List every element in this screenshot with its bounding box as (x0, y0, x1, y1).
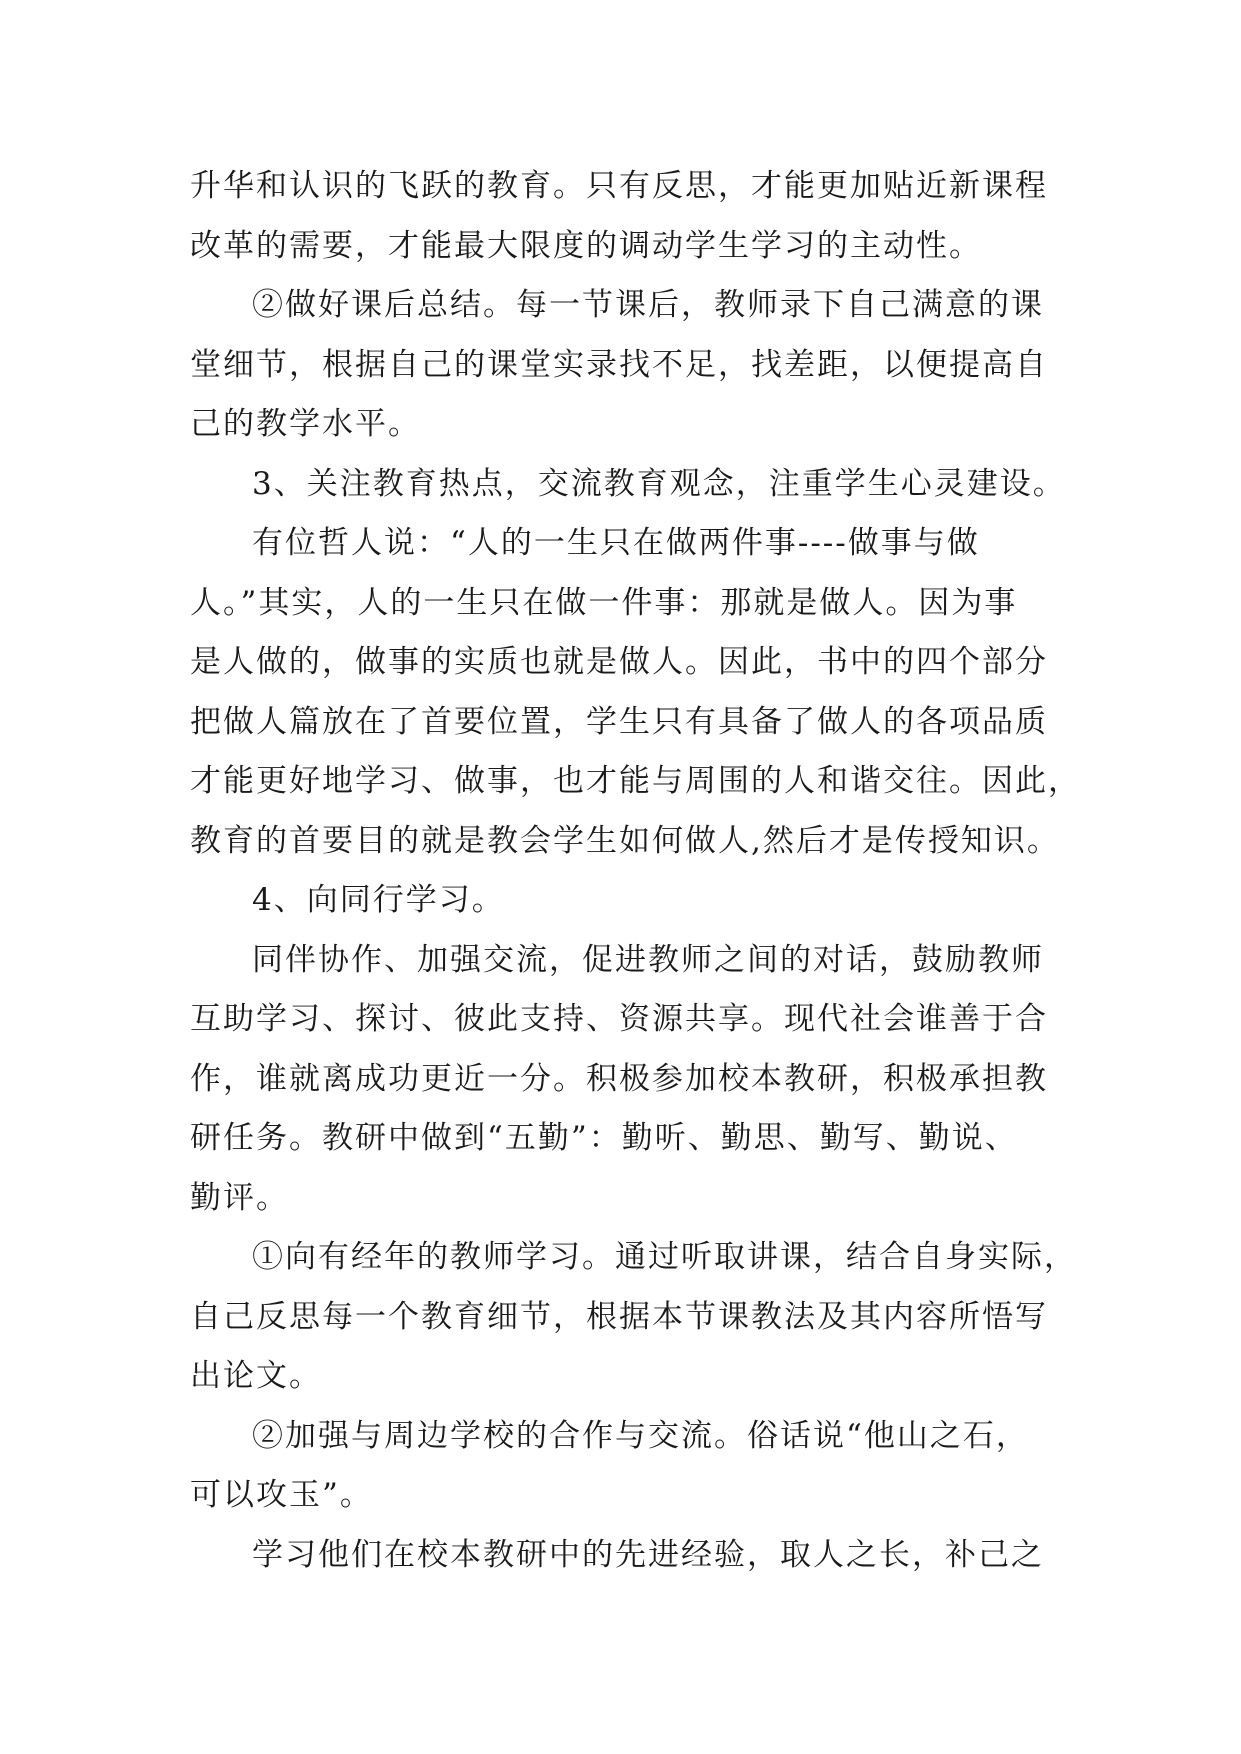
text-line-1: 升华和认识的飞跃的教育。只有反思，才能更加贴近新课程 (190, 168, 1048, 204)
text-line-8: 人。”其实，人的一生只在做一件事：那就是做人。因为事 (190, 584, 1018, 621)
text-line-10: 把做人篇放在了首要位置，学生只有具备了做人的各项品质 (190, 703, 1048, 740)
section-heading-4: 4、向同行学习。 (252, 882, 505, 918)
text-line-7: 有位哲人说：“人的一生只在做两件事----做事与做 (252, 525, 980, 561)
text-line-17: 研任务。教研中做到“五勤”：勤听、勤思、勤写、勤说、 (190, 1120, 1018, 1156)
text-line-16: 作，谁就离成功更近一分。积极参加校本教研，积极承担教 (190, 1060, 1048, 1097)
text-line-22: ②加强与周边学校的合作与交流。俗话说“他山之石， (252, 1417, 1029, 1454)
text-line-21: 出论文。 (190, 1358, 322, 1394)
text-line-2: 改革的需要，才能最大限度的调动学生学习的主动性。 (190, 227, 982, 264)
text-line-9: 是人做的，做事的实质也就是做人。因此，书中的四个部分 (190, 644, 1048, 680)
text-line-4: 堂细节，根据自己的课堂实录找不足，找差距，以便提高自 (190, 346, 1048, 383)
text-line-23: 可以攻玉”。 (190, 1477, 373, 1513)
text-line-20: 自己反思每一个教育细节，根据本节课教法及其内容所悟写 (190, 1298, 1048, 1335)
text-line-18: 勤评。 (190, 1179, 289, 1216)
section-heading-3: 3、关注教育热点，交流教育观念，注重学生心灵建设。 (252, 465, 1066, 502)
text-line-3: ②做好课后总结。每一节课后，教师录下自己满意的课 (252, 287, 1044, 323)
body-text (190, 157, 1081, 1585)
text-line-5: 己的教学水平。 (190, 406, 421, 442)
text-line-11: 才能更好地学习、做事，也才能与周围的人和谐交往。因此， (190, 763, 1081, 799)
text-line-24: 学习他们在校本教研中的先进经验，取人之长，补己之 (252, 1536, 1044, 1573)
text-line-12: 教育的首要目的就是教会学生如何做人,然后才是传授知识。 (190, 822, 1060, 859)
text-line-19: ①向有经年的教师学习。通过听取讲课，结合自身实际， (252, 1239, 1077, 1275)
text-line-14: 同伴协作、加强交流，促进教师之间的对话，鼓励教师 (252, 941, 1044, 978)
text-line-15: 互助学习、探讨、彼此支持、资源共享。现代社会谁善于合 (190, 1001, 1048, 1037)
